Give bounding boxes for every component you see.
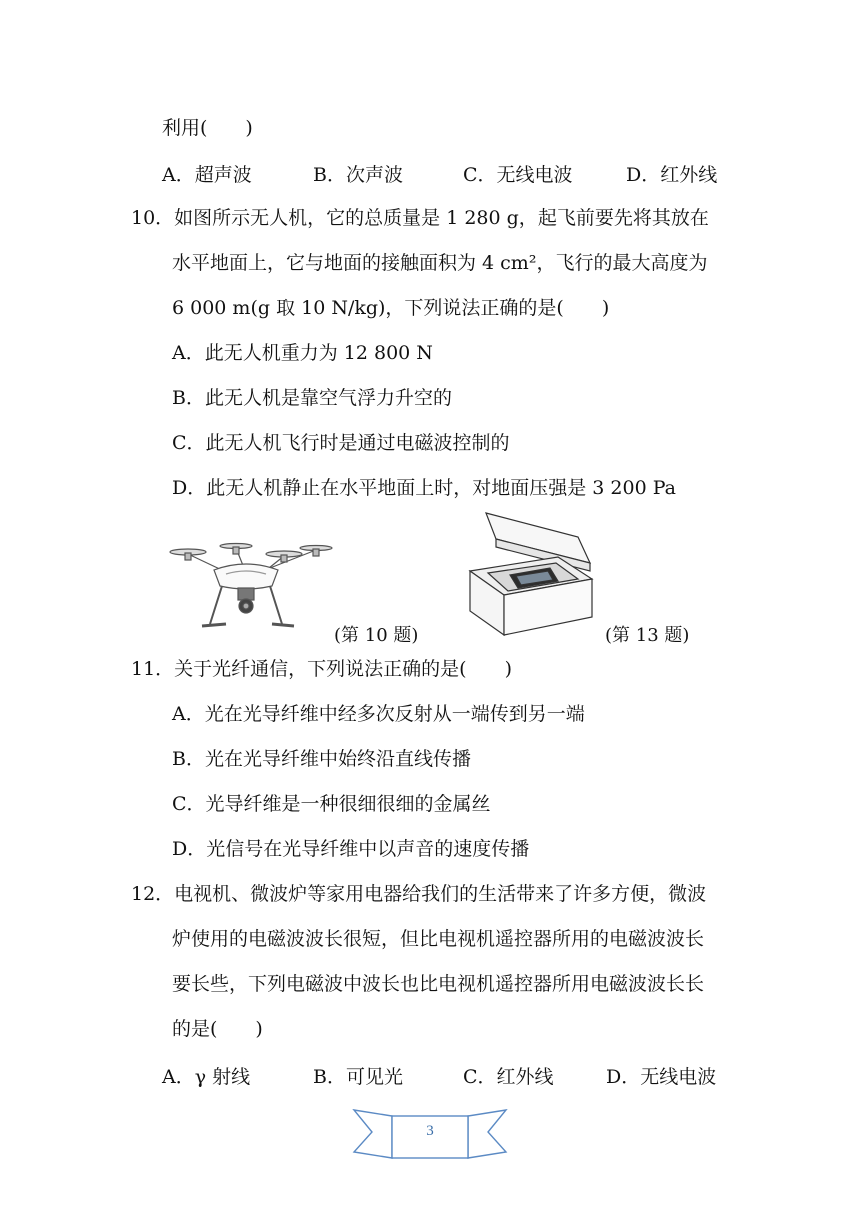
q12-option-b: B．可见光 xyxy=(313,1066,403,1088)
q12-stem-line-2: 炉使用的电磁波波长很短，但比电视机遥控器所用的电磁波波长 xyxy=(172,928,705,950)
q12-option-a: A．γ 射线 xyxy=(162,1066,251,1088)
q10-option-d: D．此无人机静止在水平地面上时，对地面压强是 3 200 Pa xyxy=(172,477,676,499)
q10-stem-line-1: 10．如图所示无人机，它的总质量是 1 280 g，起飞前要先将其放在 xyxy=(131,207,709,229)
box-with-phone-figure xyxy=(466,511,596,637)
q12-stem-line-1: 12．电视机、微波炉等家用电器给我们的生活带来了许多方便，微波 xyxy=(131,883,707,905)
q9-option-a: A．超声波 xyxy=(162,164,252,186)
q11-option-c: C．光导纤维是一种很细很细的金属丝 xyxy=(172,793,491,815)
q9-option-c: C．无线电波 xyxy=(463,164,573,186)
drone-figure xyxy=(166,540,338,635)
page-number: 3 xyxy=(426,1123,434,1139)
q12-option-c: C．红外线 xyxy=(463,1066,554,1088)
q11-option-d: D．光信号在光导纤维中以声音的速度传播 xyxy=(172,838,530,860)
q10-option-a: A．此无人机重力为 12 800 N xyxy=(172,342,433,364)
caption-question-13: (第 13 题) xyxy=(605,625,690,646)
q11-option-b: B．光在光导纤维中始终沿直线传播 xyxy=(172,748,471,770)
caption-question-10: (第 10 题) xyxy=(334,625,419,646)
q12-stem-line-3: 要长些，下列电磁波中波长也比电视机遥控器所用电磁波波长长 xyxy=(172,973,705,995)
q11-option-a: A．光在光导纤维中经多次反射从一端传到另一端 xyxy=(172,703,585,725)
q10-option-b: B．此无人机是靠空气浮力升空的 xyxy=(172,387,452,409)
q9-option-b: B．次声波 xyxy=(313,164,403,186)
q11-stem: 11．关于光纤通信，下列说法正确的是( ) xyxy=(131,658,513,680)
q10-stem-line-3: 6 000 m(g 取 10 N/kg)，下列说法正确的是( ) xyxy=(172,297,610,319)
q10-stem-line-2: 水平地面上，它与地面的接触面积为 4 cm²，飞行的最大高度为 xyxy=(172,252,708,274)
q9-stem-tail: 利用( ) xyxy=(162,117,253,139)
q10-option-c: C．此无人机飞行时是通过电磁波控制的 xyxy=(172,432,510,454)
q12-option-d: D．无线电波 xyxy=(606,1066,717,1088)
q9-option-d: D．红外线 xyxy=(626,164,718,186)
q12-stem-line-4: 的是( ) xyxy=(172,1018,263,1040)
